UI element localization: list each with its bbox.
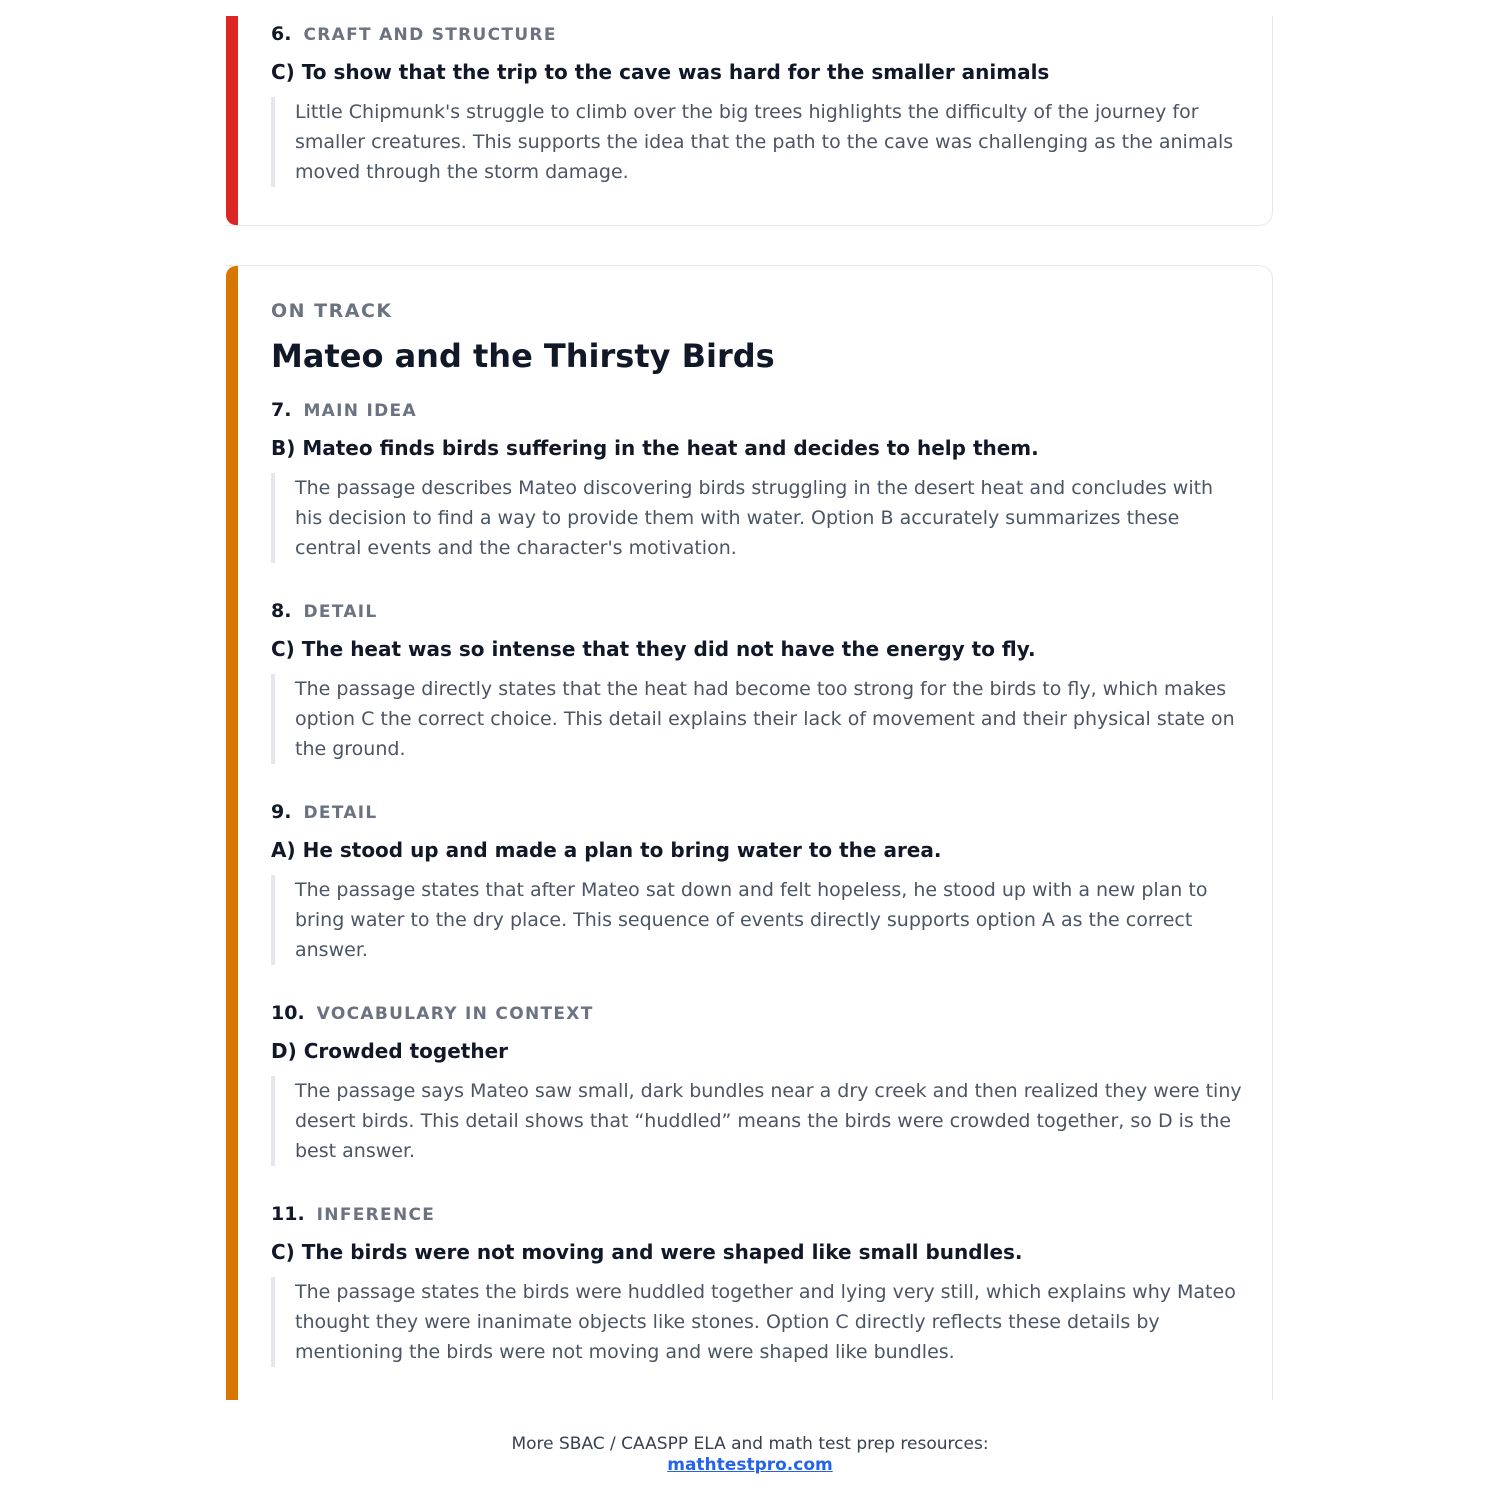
footer-link[interactable]: mathtestpro.com [667,1455,833,1475]
question-header [271,398,1242,423]
question-category: MAIN IDEA [303,401,417,421]
correct-answer: D) Crowded together [271,1039,509,1063]
question-item [271,22,1242,187]
question-number: 9. [271,801,292,823]
question-number: 10. [271,1002,305,1024]
question-number: 7. [271,399,292,421]
question-item [271,1202,1242,1367]
question-number: 8. [271,600,292,622]
question-category: VOCABULARY IN CONTEXT [316,1004,594,1024]
question-header [271,800,1242,825]
question-item [271,1001,1242,1166]
footer-text: More SBAC / CAASPP ELA and math test prep resources: [511,1434,989,1454]
question-header [271,1202,1242,1227]
question-category: INFERENCE [316,1205,436,1225]
answer-explanation: The passage directly states that the heat had become too strong for the birds to fly, which makes option C the correct choice. This detail explains their lack of movement and their physical state on the ground. [271,674,1242,764]
answer-explanation: The passage says Mateo saw small, dark bundles near a dry creek and then realized they were tiny desert birds. This detail shows that “huddled” means the birds were crowded together, so D is the best answer. [271,1076,1242,1166]
correct-answer: A) He stood up and made a plan to bring water to the area. [271,838,942,862]
footer [0,1434,1500,1476]
correct-answer: C) The heat was so intense that they did not have the energy to fly. [271,637,1036,661]
answer-card-passage [226,265,1273,1400]
passage-title: Mateo and the Thirsty Birds [271,337,775,375]
question-header [271,22,1242,47]
answer-explanation: The passage states that after Mateo sat down and felt hopeless, he stood up with a new plan to bring water to the dry place. This sequence of events directly supports option A as the correct answer. [271,875,1242,965]
question-header [271,599,1242,624]
status-accent-bar [226,16,238,225]
card-content [271,296,1242,1403]
answer-explanation: Little Chipmunk's struggle to climb over the big trees highlights the difficulty of the journey for smaller creatures. This supports the idea that the path to the cave was challenging as the animals moved through the storm damage. [271,97,1242,187]
question-category: CRAFT AND STRUCTURE [303,25,557,45]
status-label: ON TRACK [271,300,393,322]
question-number: 11. [271,1203,305,1225]
card-content [271,22,1242,223]
correct-answer: C) The birds were not moving and were shaped like small bundles. [271,1240,1023,1264]
correct-answer: B) Mateo finds birds suffering in the heat and decides to help them. [271,436,1039,460]
correct-answer: C) To show that the trip to the cave was hard for the smaller animals [271,60,1050,84]
question-item [271,800,1242,965]
question-category: DETAIL [303,803,378,823]
question-category: DETAIL [303,602,378,622]
question-header [271,1001,1242,1026]
answer-explanation: The passage states the birds were huddled together and lying very still, which explains why Mateo thought they were inanimate objects like stones. Option C directly reflects these details by mentioning the birds were not moving and were shaped like bundles. [271,1277,1242,1367]
question-number: 6. [271,23,292,45]
answer-card-previous [226,16,1273,226]
answer-explanation: The passage describes Mateo discovering birds struggling in the desert heat and concludes with his decision to find a way to provide them with water. Option B accurately summarizes these central events and the character's motivation. [271,473,1242,563]
status-accent-bar [226,266,238,1400]
question-item [271,599,1242,764]
question-item [271,398,1242,563]
